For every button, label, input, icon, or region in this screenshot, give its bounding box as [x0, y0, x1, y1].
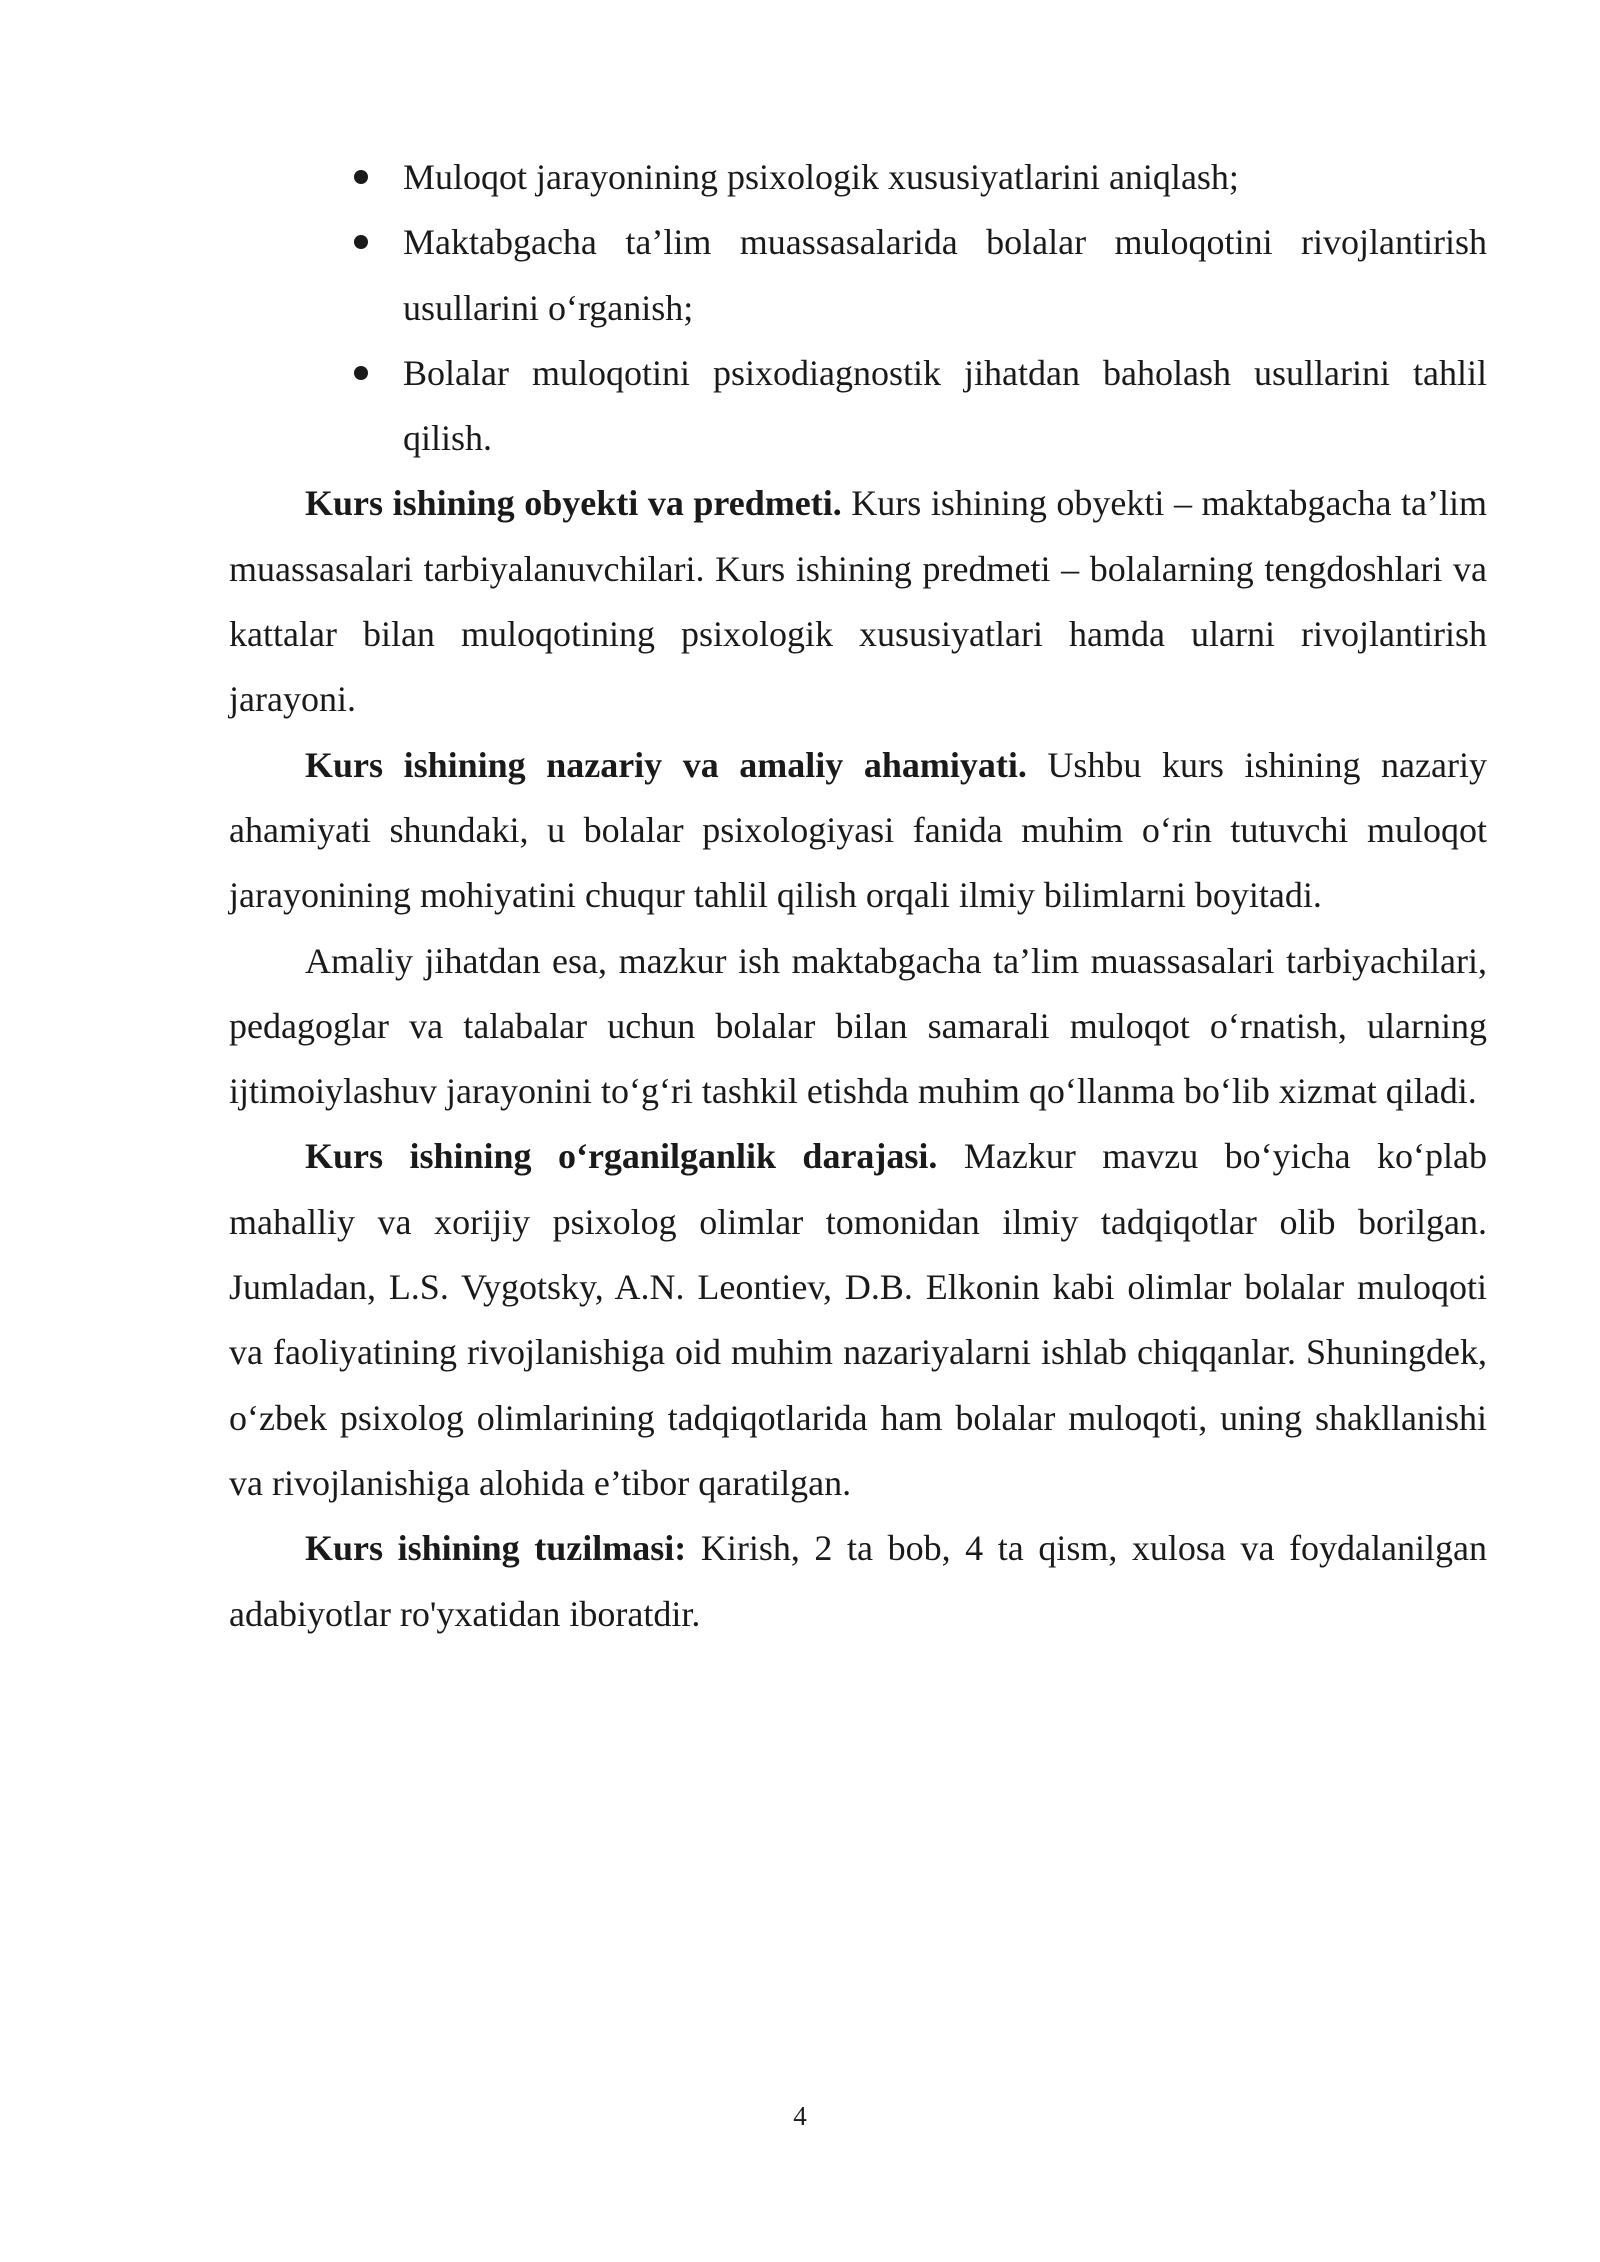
- list-item-text: Bolalar muloqotini psixodiagnostik jihatdan baholash usullarini tahlil qilish.: [403, 352, 1487, 459]
- list-item: [229, 341, 1487, 472]
- paragraph-heading: Kurs ishining o‘rganilganlik darajasi.: [305, 1136, 938, 1177]
- paragraph-heading: Kurs ishining nazariy va amaliy ahamiyati.: [305, 744, 1027, 785]
- paragraph-heading: Kurs ishining obyekti va predmeti.: [305, 483, 842, 524]
- paragraph-heading: Kurs ishining tuzilmasi:: [305, 1528, 687, 1569]
- objectives-list: [229, 145, 1487, 471]
- paragraph-text: Kirish, 2 ta bob, 4 ta qism, xulosa va foydalanilgan adabiyotlar ro'yxatidan iboratdir.: [229, 1528, 1487, 1634]
- paragraph-text: Kurs ishining obyekti – maktabgacha ta’lim muassasalari tarbiyalanuvchilari. Kurs ishining predmeti – bolalarning tengdoshlari va kattalar bilan muloqotining psixologik xususiyatlari hamda ularni rivojlantirish jarayoni.: [229, 483, 1487, 720]
- list-item-text: Muloqot jarayonining psixologik xususiyatlarini aniqlash;: [403, 157, 1239, 197]
- paragraph-research-level: [229, 1124, 1487, 1516]
- bullet-icon: [354, 235, 368, 249]
- paragraph-structure: [229, 1516, 1487, 1647]
- page-content: [229, 145, 1487, 1647]
- paragraph-text: Ushbu kurs ishining nazariy ahamiyati shundaki, u bolalar psixologiyasi fanida muhim o‘rin tutuvchi muloqot jarayonining mohiyatini chuqur tahlil qilish orqali ilmiy bilimlarni boyitadi.: [229, 744, 1487, 916]
- paragraph-significance: [229, 733, 1487, 929]
- page-number: 4: [793, 2101, 807, 2131]
- paragraph-text: Amaliy jihatdan esa, mazkur ish maktabgacha ta’lim muassasalari tarbiyachilari, pedagoglar va talabalar uchun bolalar bilan samarali muloqot o‘rnatish, ularning ijtimoiylashuv jarayonini to‘g‘ri tashkil etishda muhim qo‘llanma bo‘lib xizmat qiladi.: [229, 940, 1487, 1112]
- list-item: [229, 210, 1487, 341]
- list-item-text: Maktabgacha ta’lim muassasalarida bolalar muloqotini rivojlantirish usullarini o‘rganish;: [403, 222, 1487, 328]
- bullet-icon: [354, 170, 368, 184]
- paragraph-object-subject: [229, 471, 1487, 732]
- paragraph-practical: [229, 929, 1487, 1125]
- bullet-icon: [354, 366, 368, 380]
- paragraph-text: Mazkur mavzu bo‘yicha ko‘plab mahalliy va xorijiy psixolog olimlar tomonidan ilmiy tadqiqotlar olib borilgan. Jumladan, L.S. Vygotsky, A.N. Leontiev, D.B. Elkonin kabi olimlar bolalar muloqoti va faoliyatining rivojlanishiga oid muhim nazariyalarni ishlab chiqqanlar. Shuningdek, o‘zbek psixolog olimlarining tadqiqotlarida ham bolalar muloqoti, uning shakllanishi va rivojlanishiga alohida e’tibor qaratilgan.: [229, 1136, 1487, 1503]
- list-item: [229, 145, 1487, 210]
